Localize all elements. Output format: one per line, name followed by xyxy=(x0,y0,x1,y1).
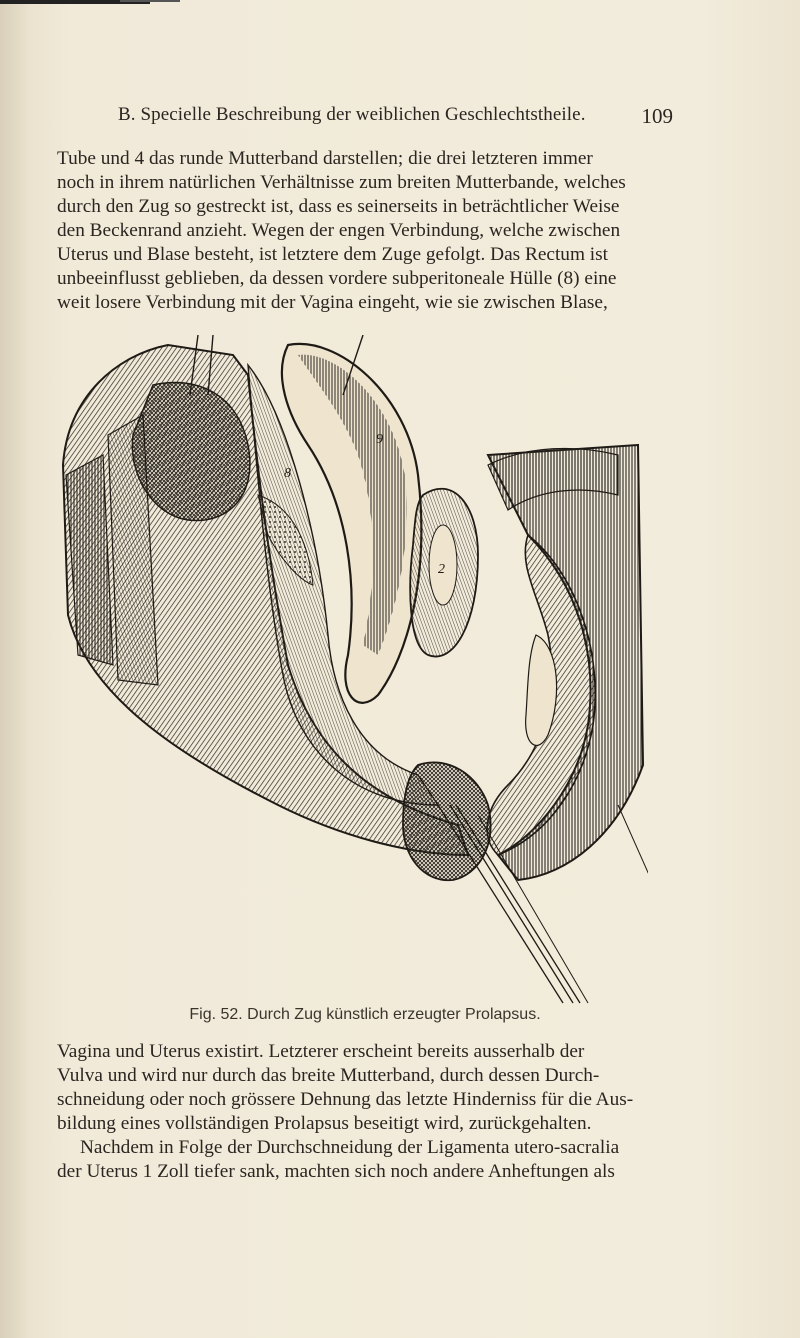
paragraph-bottom xyxy=(57,1040,673,1136)
caption-text: Fig. 52. Durch Zug künstlich erzeugter Prolapsus. xyxy=(189,1006,541,1023)
text-line: Nachdem in Folge der Durchschneidung der Ligamenta utero-sacralia xyxy=(80,1137,620,1158)
text-line: noch in ihrem natürlichen Verhältnisse zum breiten Mutterbande, welches xyxy=(57,172,626,193)
text-line: Tube und 4 das runde Mutterband darstellen; die drei letzteren immer xyxy=(57,148,593,169)
figure-label-9: 9 xyxy=(376,432,383,447)
text-line: Vulva und wird nur durch das breite Mutterband, durch dessen Durch- xyxy=(57,1065,600,1086)
page-edge-mark-2 xyxy=(120,0,180,2)
text-line: weit losere Verbindung mit der Vagina eingeht, wie sie zwischen Blase, xyxy=(57,292,608,313)
text-line: durch den Zug so gestreckt ist, dass es seinerseits in beträchtlicher Weise xyxy=(57,196,620,217)
traction-thread xyxy=(618,805,648,895)
running-header xyxy=(118,104,673,134)
text-line: den Beckenrand anzieht. Wegen der engen Verbindung, welche zwischen xyxy=(57,220,621,241)
figure-label-2: 2 xyxy=(438,562,445,577)
anatomical-illustration xyxy=(58,335,648,1005)
running-title: B. Specielle Beschreibung der weiblichen Geschlechtstheile. xyxy=(118,104,586,125)
figure-caption xyxy=(0,1006,800,1024)
text-line: unbeeinflusst geblieben, da dessen vordere subperitoneale Hülle (8) eine xyxy=(57,268,617,289)
figure-label-8: 8 xyxy=(284,466,291,481)
paragraph-top xyxy=(57,147,673,315)
page-number: 109 xyxy=(641,104,673,128)
text-line: der Uterus 1 Zoll tiefer sank, machten sich noch andere Anheftungen als xyxy=(57,1161,615,1182)
text-line: bildung eines vollständigen Prolapsus beseitigt wird, zurückgehalten. xyxy=(57,1113,592,1134)
text-line: schneidung oder noch grössere Dehnung das letzte Hinderniss für die Aus- xyxy=(57,1089,634,1110)
text-line: Uterus und Blase besteht, ist letztere dem Zuge gefolgt. Das Rectum ist xyxy=(57,244,608,265)
text-line: Vagina und Uterus existirt. Letzterer erscheint bereits ausserhalb der xyxy=(57,1041,585,1062)
paragraph-last xyxy=(57,1136,673,1184)
prolapse-outlet xyxy=(403,762,491,880)
